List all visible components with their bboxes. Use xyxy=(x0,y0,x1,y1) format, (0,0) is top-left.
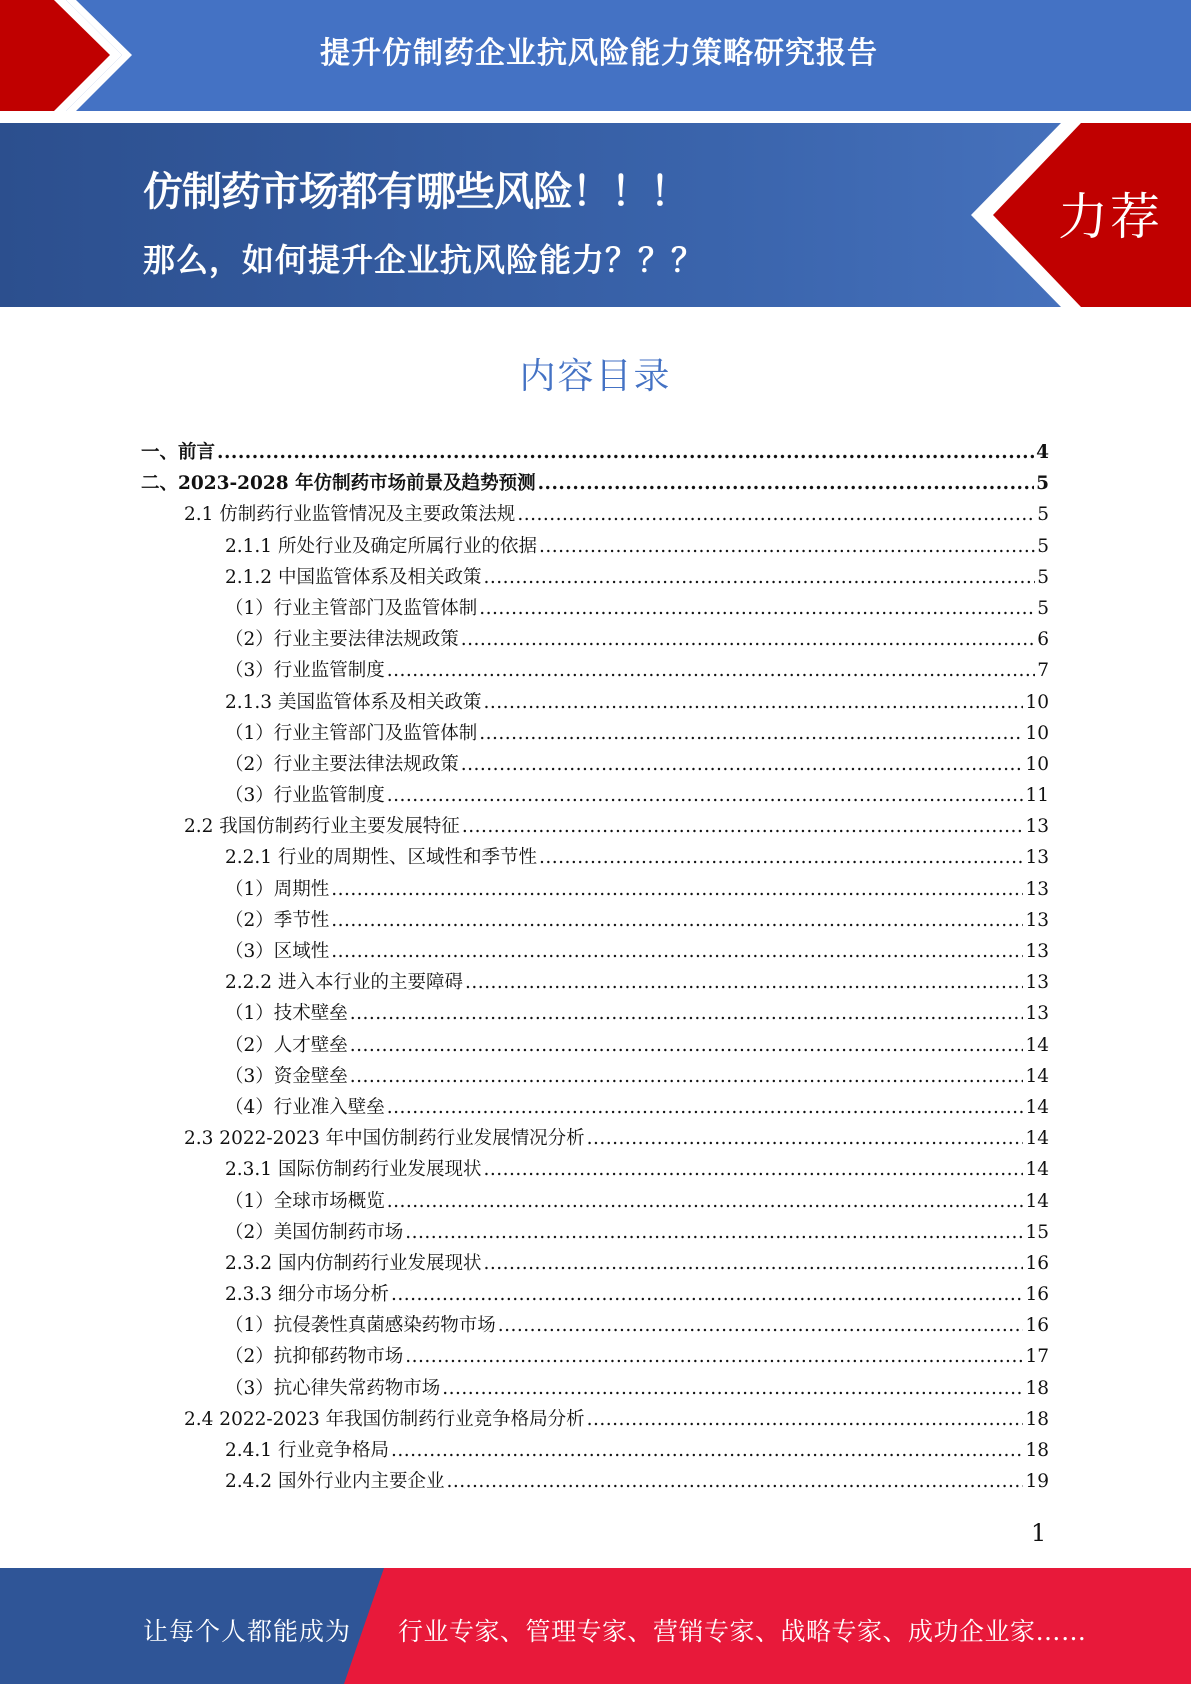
toc-entry[interactable] xyxy=(141,905,1049,936)
toc-entry-label: （1）行业主管部门及监管体制 xyxy=(225,722,478,744)
toc-dot-leader xyxy=(479,593,1035,624)
toc-dot-leader xyxy=(350,1030,1024,1061)
toc-entry-label: 2.1.2 中国监管体系及相关政策 xyxy=(225,566,482,588)
toc-entry-page: 5 xyxy=(1037,597,1049,619)
toc-entry[interactable] xyxy=(141,1435,1049,1466)
toc-entry-label: （3）区域性 xyxy=(225,941,330,962)
toc-entry-page: 5 xyxy=(1037,504,1049,526)
toc-entry-label: 2.3 2022-2023 年中国仿制药行业发展情况分析 xyxy=(184,1128,585,1150)
toc-entry-label: 2.2.2 进入本行业的主要障碍 xyxy=(225,972,463,994)
toc-dot-leader xyxy=(442,1373,1023,1404)
toc-dot-leader xyxy=(405,1341,1023,1372)
toc-entry[interactable] xyxy=(141,1061,1049,1092)
toc-entry-label: （1）行业主管部门及监管体制 xyxy=(225,597,478,619)
toc-dot-leader xyxy=(498,1310,1024,1341)
toc-dot-leader xyxy=(483,1248,1023,1279)
toc-entry-label: （2）行业主要法律法规政策 xyxy=(225,753,459,775)
toc-entry-label: （1）全球市场概览 xyxy=(225,1190,385,1212)
toc-entry-label: （2）季节性 xyxy=(225,909,330,931)
top-banner xyxy=(0,0,1191,111)
toc-entry[interactable] xyxy=(141,1466,1049,1497)
toc-dot-leader xyxy=(391,1435,1023,1466)
toc-entry-label: （4）行业准入壁垒 xyxy=(225,1096,385,1118)
toc-entry-page: 13 xyxy=(1025,878,1049,900)
toc-entry-page: 13 xyxy=(1025,941,1049,962)
hero-banner xyxy=(0,123,1191,307)
report-title: 提升仿制药企业抗风险能力策略研究报告 xyxy=(320,36,878,71)
toc-entry-page: 13 xyxy=(1025,816,1049,838)
toc-entry[interactable] xyxy=(141,1186,1049,1217)
toc-entry-label: 二、2023-2028 年仿制药市场前景及趋势预测 xyxy=(141,473,536,495)
toc-list xyxy=(141,437,1049,1497)
toc-entry-page: 17 xyxy=(1025,1346,1049,1368)
toc-entry-label: （3）行业监管制度 xyxy=(225,785,385,807)
toc-entry-page: 19 xyxy=(1025,1471,1049,1493)
toc-entry-page: 14 xyxy=(1025,1034,1049,1056)
toc-entry-page: 10 xyxy=(1025,691,1049,713)
toc-dot-leader xyxy=(539,842,1023,873)
headline-primary: 仿制药市场都有哪些风险！！！ xyxy=(143,169,689,215)
toc-dot-leader xyxy=(350,998,1024,1029)
toc-title: 内容目录 xyxy=(519,356,672,397)
toc-entry-page: 11 xyxy=(1025,785,1049,807)
toc-dot-leader xyxy=(587,1404,1024,1435)
chevron-arrow-icon xyxy=(0,0,160,111)
toc-entry-page: 14 xyxy=(1025,1190,1049,1212)
toc-entry[interactable] xyxy=(141,811,1049,842)
toc-entry[interactable] xyxy=(141,624,1049,655)
toc-dot-leader xyxy=(350,1061,1024,1092)
toc-entry[interactable] xyxy=(141,468,1049,499)
footer-slogan-right: 行业专家、管理专家、营销专家、战略专家、成功企业家…… xyxy=(398,1617,1087,1646)
page-number: 1 xyxy=(1031,1519,1047,1547)
toc-entry[interactable] xyxy=(141,562,1049,593)
toc-entry-label: 一、前言 xyxy=(141,442,216,463)
toc-dot-leader xyxy=(461,749,1024,780)
toc-entry-page: 7 xyxy=(1037,660,1049,682)
toc-dot-leader xyxy=(465,967,1023,998)
toc-dot-leader xyxy=(483,687,1023,718)
toc-entry-label: （3）资金壁垒 xyxy=(225,1065,348,1087)
toc-entry[interactable] xyxy=(141,1341,1049,1372)
toc-entry-page: 16 xyxy=(1025,1284,1049,1306)
toc-entry-page: 18 xyxy=(1025,1408,1049,1430)
toc-entry-page: 5 xyxy=(1037,535,1049,557)
toc-entry[interactable] xyxy=(141,936,1049,967)
toc-entry-label: （2）美国仿制药市场 xyxy=(225,1221,404,1243)
toc-entry-label: 2.1.3 美国监管体系及相关政策 xyxy=(225,691,482,713)
toc-entry[interactable] xyxy=(141,842,1049,873)
toc-entry-label: 2.3.1 国际仿制药行业发展现状 xyxy=(225,1159,482,1181)
toc-entry-page: 10 xyxy=(1025,753,1049,775)
toc-entry-page: 14 xyxy=(1025,1128,1049,1150)
toc-dot-leader xyxy=(587,1123,1024,1154)
toc-entry[interactable] xyxy=(141,499,1049,530)
toc-entry-page: 10 xyxy=(1025,722,1049,744)
recommend-badge-label: 力荐 xyxy=(1058,188,1162,246)
toc-entry-label: 2.4.2 国外行业内主要企业 xyxy=(225,1471,445,1493)
toc-entry-label: 2.2 我国仿制药行业主要发展特征 xyxy=(184,816,460,838)
toc-dot-leader xyxy=(387,1092,1024,1123)
toc-entry-label: （1）抗侵袭性真菌感染药物市场 xyxy=(225,1315,496,1337)
toc-entry[interactable] xyxy=(141,1279,1049,1310)
toc-entry-label: （3）行业监管制度 xyxy=(225,660,385,682)
toc-entry[interactable] xyxy=(141,1373,1049,1404)
toc-entry[interactable] xyxy=(141,593,1049,624)
toc-entry-label: 2.3.2 国内仿制药行业发展现状 xyxy=(225,1252,482,1274)
toc-entry-page: 4 xyxy=(1036,442,1049,463)
toc-entry[interactable] xyxy=(141,874,1049,905)
toc-entry-label: 2.2.1 行业的周期性、区域性和季节性 xyxy=(225,847,537,869)
toc-dot-leader xyxy=(483,562,1035,593)
toc-entry[interactable] xyxy=(141,655,1049,686)
toc-dot-leader xyxy=(483,1154,1023,1185)
toc-entry-label: （2）行业主要法律法规政策 xyxy=(225,629,459,651)
toc-entry[interactable] xyxy=(141,1217,1049,1248)
toc-entry[interactable] xyxy=(141,531,1049,562)
toc-entry-page: 13 xyxy=(1025,1003,1049,1025)
toc-entry-page: 5 xyxy=(1036,473,1049,495)
toc-entry[interactable] xyxy=(141,749,1049,780)
toc-entry-label: （2）抗抑郁药物市场 xyxy=(225,1346,404,1368)
footer-banner xyxy=(0,1568,1191,1684)
footer-slogan-left: 让每个人都能成为 xyxy=(143,1617,352,1646)
toc-entry-label: （1）技术壁垒 xyxy=(225,1003,348,1025)
toc-dot-leader xyxy=(391,1279,1023,1310)
toc-entry[interactable] xyxy=(141,1154,1049,1185)
toc-entry[interactable] xyxy=(141,718,1049,749)
toc-dot-leader xyxy=(446,1466,1023,1497)
toc-entry-page: 13 xyxy=(1025,847,1049,869)
toc-dot-leader xyxy=(462,811,1024,842)
toc-dot-leader xyxy=(217,437,1034,468)
headline-secondary: 那么，如何提升企业抗风险能力？？？ xyxy=(143,241,705,279)
toc-entry-label: 2.4.1 行业竞争格局 xyxy=(225,1440,389,1461)
toc-entry-page: 14 xyxy=(1025,1159,1049,1181)
toc-entry[interactable] xyxy=(141,967,1049,998)
toc-entry-label: 2.4 2022-2023 年我国仿制药行业竞争格局分析 xyxy=(184,1408,585,1430)
toc-entry-page: 13 xyxy=(1025,972,1049,994)
toc-entry-page: 18 xyxy=(1025,1377,1049,1399)
toc-dot-leader xyxy=(331,936,1023,967)
toc-dot-leader xyxy=(517,499,1035,530)
toc-dot-leader xyxy=(538,468,1035,499)
toc-entry-page: 13 xyxy=(1025,909,1049,931)
toc-dot-leader xyxy=(539,531,1035,562)
toc-entry[interactable] xyxy=(141,780,1049,811)
toc-entry-page: 18 xyxy=(1025,1440,1049,1461)
toc-entry[interactable] xyxy=(141,687,1049,718)
toc-dot-leader xyxy=(405,1217,1023,1248)
toc-dot-leader xyxy=(387,655,1035,686)
toc-entry-page: 16 xyxy=(1025,1315,1049,1337)
toc-entry-label: 2.1.1 所处行业及确定所属行业的依据 xyxy=(225,535,537,557)
toc-entry-page: 16 xyxy=(1025,1252,1049,1274)
toc-entry[interactable] xyxy=(141,1123,1049,1154)
toc-entry-label: 2.3.3 细分市场分析 xyxy=(225,1284,389,1306)
toc-entry-label: （3）抗心律失常药物市场 xyxy=(225,1377,441,1399)
toc-entry-page: 14 xyxy=(1025,1096,1049,1118)
toc-entry-page: 14 xyxy=(1025,1065,1049,1087)
toc-dot-leader xyxy=(479,718,1023,749)
toc-dot-leader xyxy=(331,874,1023,905)
toc-dot-leader xyxy=(461,624,1035,655)
toc-entry-page: 15 xyxy=(1025,1221,1049,1243)
toc-dot-leader xyxy=(331,905,1023,936)
toc-entry[interactable] xyxy=(141,437,1049,468)
toc-entry[interactable] xyxy=(141,1310,1049,1341)
toc-entry[interactable] xyxy=(141,1248,1049,1279)
toc-entry-label: 2.1 仿制药行业监管情况及主要政策法规 xyxy=(184,504,516,526)
toc-entry-page: 5 xyxy=(1037,566,1049,588)
toc-dot-leader xyxy=(387,780,1024,811)
toc-dot-leader xyxy=(387,1186,1024,1217)
toc-entry-label: （1）周期性 xyxy=(225,878,330,900)
toc-entry-page: 6 xyxy=(1037,629,1049,651)
toc-entry[interactable] xyxy=(141,998,1049,1029)
toc-entry-label: （2）人才壁垒 xyxy=(225,1034,348,1056)
toc-entry[interactable] xyxy=(141,1092,1049,1123)
toc-entry[interactable] xyxy=(141,1030,1049,1061)
toc-entry[interactable] xyxy=(141,1404,1049,1435)
